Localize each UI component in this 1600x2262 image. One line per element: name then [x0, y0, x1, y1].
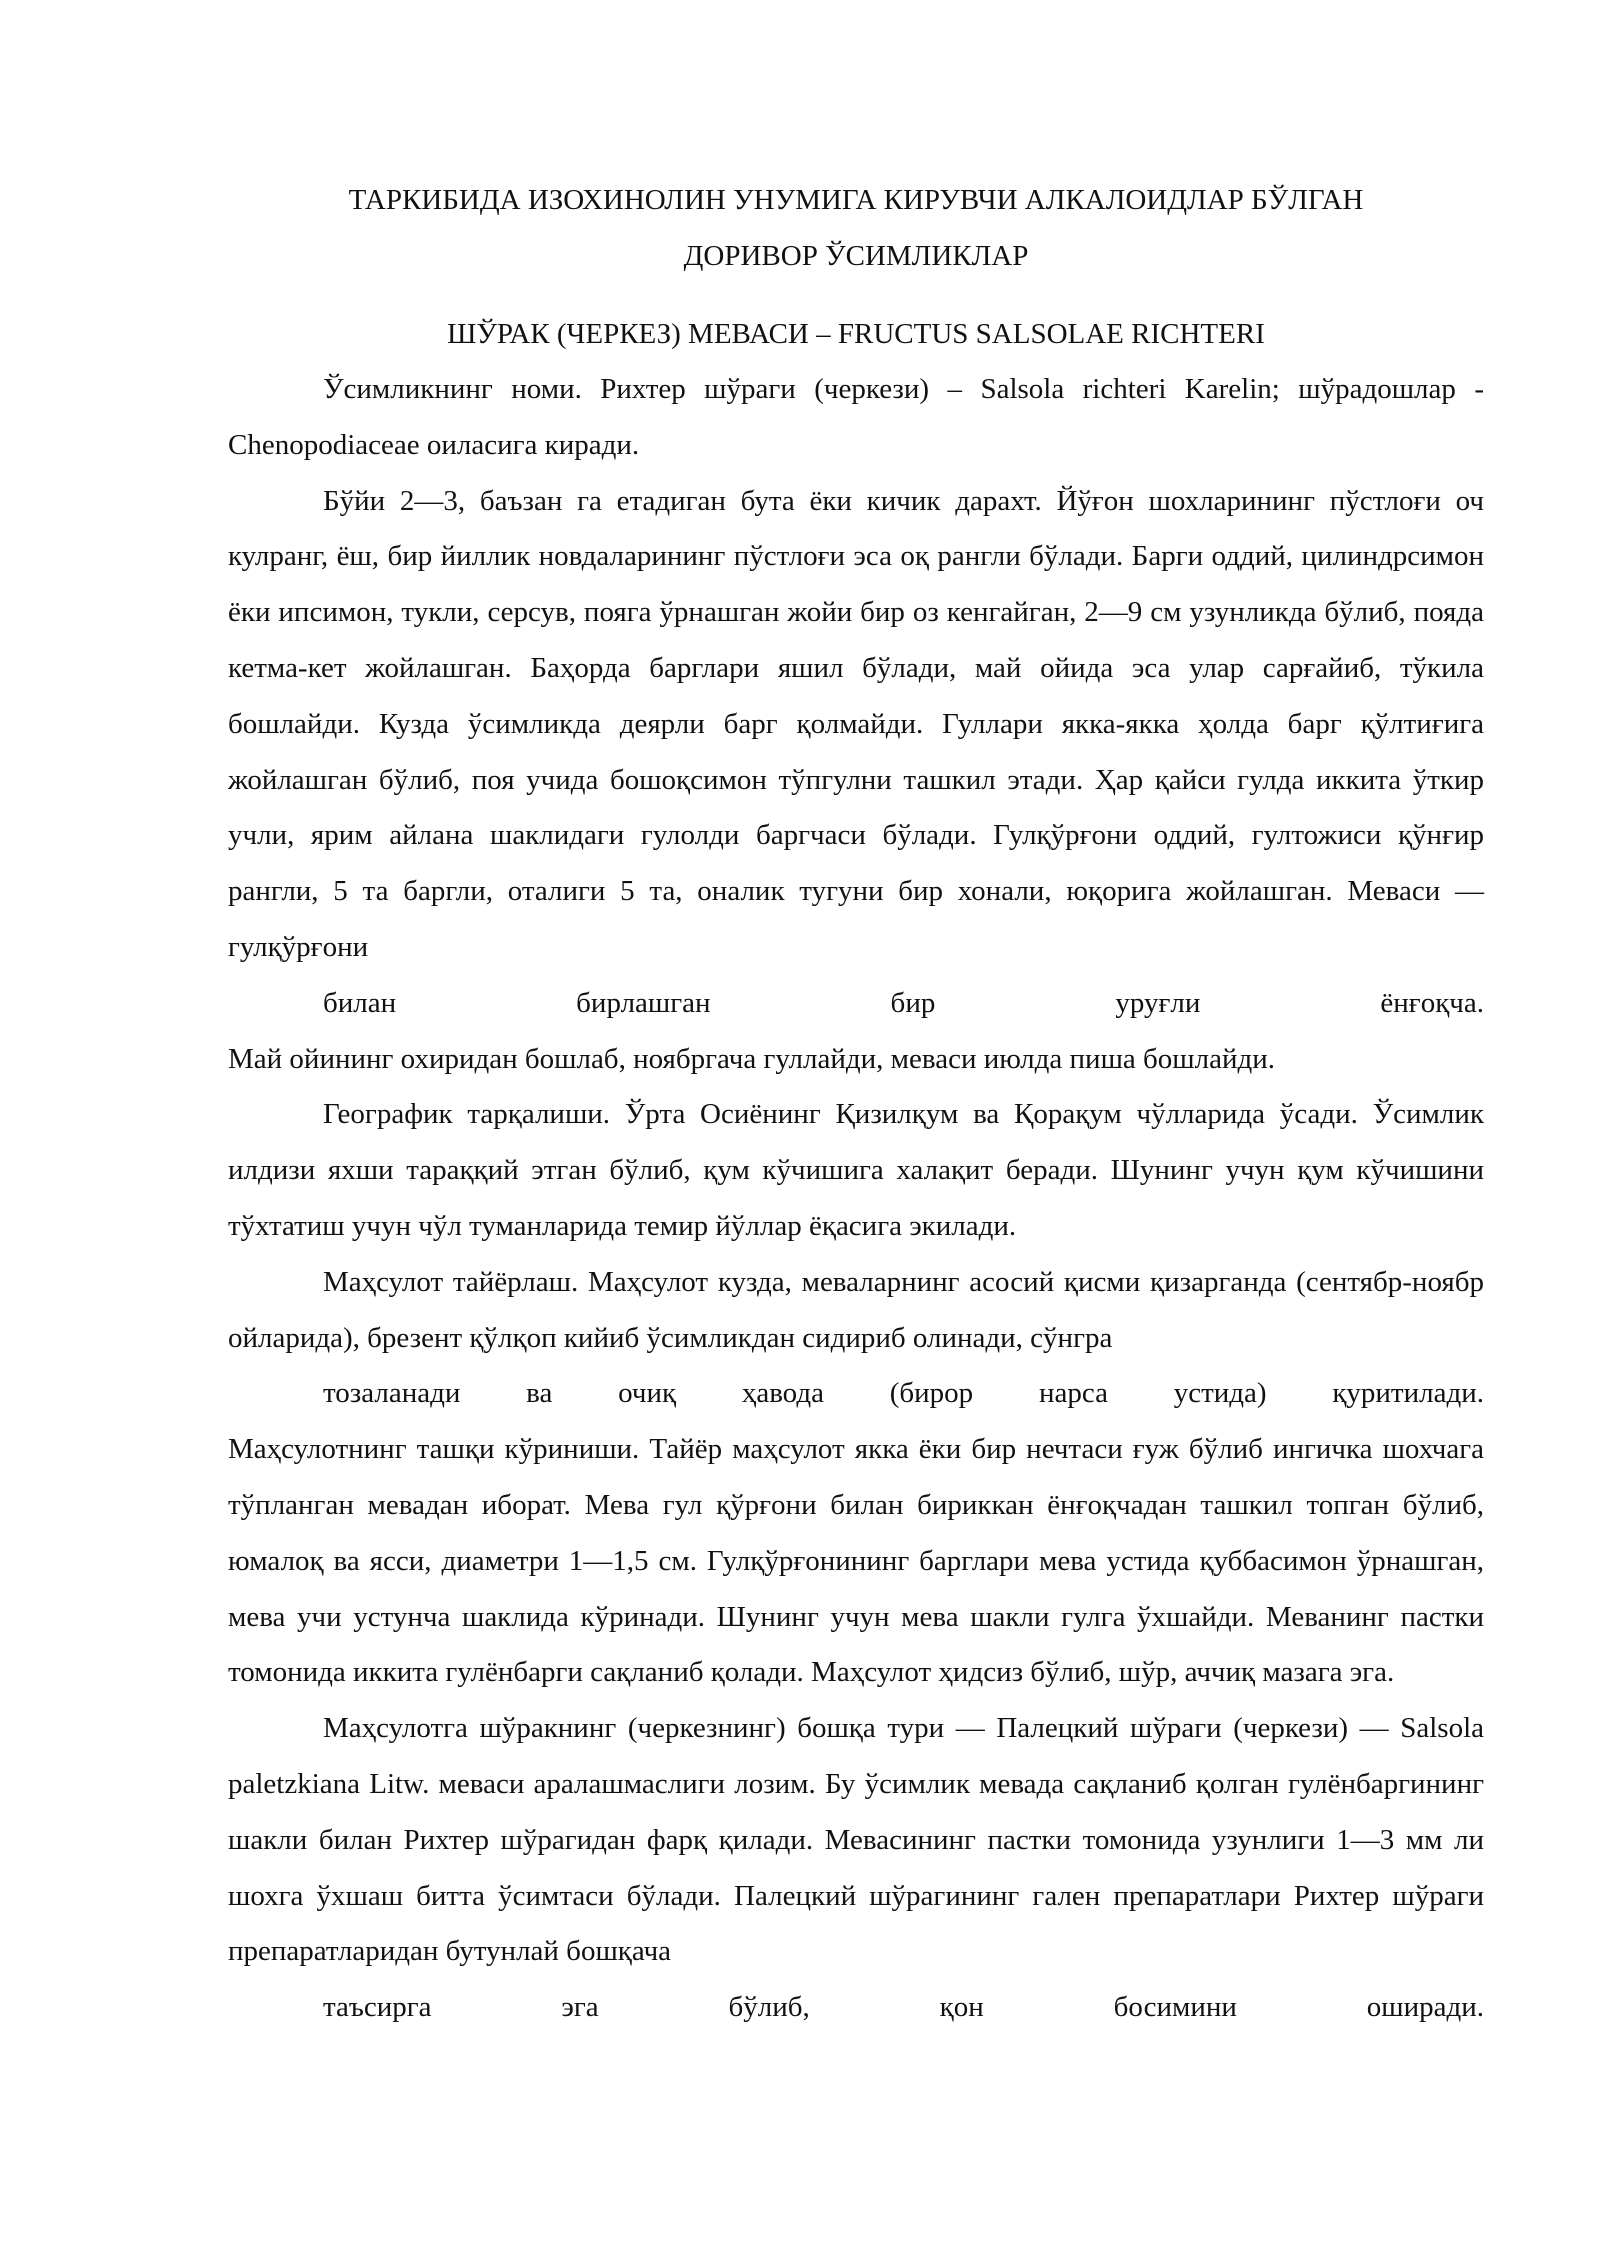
paragraph-description [228, 474, 1484, 1088]
description-justified-line: билан бирлашган бир уруғли ёнғоқча. [323, 986, 1484, 1019]
description-text: Бўйи 2—3, баъзан га етадиган бута ёки кичик дарахт. Йўғон шохларининг пўстлоғи оч кулранг, ёш, бир йиллик новдаларининг пўстлоғи эса оқ рангли бўлади. Барги оддий, цилиндрсимон ёки ипсимон, тукли, серсув, пояга ўрнашган жойи бир оз кенгайган, 2—9 см узунликда бўлиб, пояда кетма-кет жойлашган. Баҳорда барглари яшил бўлади, май ойида эса улар сарғайиб, тўкила бошлайди. Кузда ўсимликда деярли барг қолмайди. Гуллари якка-якка ҳолда барг қўлтиғига жойлашган бўлиб, поя учида бошоқсимон тўпгулни ташкил этади. Ҳар қайси гулда иккита ўткир учли, ярим айлана шаклидаги гулолди баргчаси бўлади. Гулқўрғони оддий, гултожиси қўнғир рангли, 5 та баргли, оталиги 5 та, оналик тугуни бир хонали, юқорига жойлашган. Меваси — гулқўрғони [228, 484, 1484, 963]
paragraph-geography: Географик тарқалиши. Ўрта Осиёнинг Қизилқум ва Қорақум чўлларида ўсади. Ўсимлик илдизи яхши тараққий этган бўлиб, қум кўчишига халақит беради. Шунинг учун қум кўчишини тўхтатиш учун чўл туманларида темир йўллар ёқасига экилади. [228, 1098, 1484, 1242]
paragraph-harvesting [228, 1255, 1484, 1701]
paragraph-adulterant [228, 1701, 1484, 2036]
appearance-text: Маҳсулотнинг ташқи кўриниши. Тайёр маҳсулот якка ёки бир нечтаси ғуж бўлиб ингичка шохчага тўпланган мевадан иборат. Мева гул қўрғони билан бириккан ёнғоқчадан ташкил топган бўлиб, юмалоқ ва ясси, диаметри 1—1,5 см. Гулқўрғонининг барглари мева устида қуббасимон ўрнашган, мева учи устунча шаклида кўринади. Шунинг учун мева шакли гулга ўхшайди. Меванинг пастки томонида иккита гулёнбарги сақланиб қолади. Маҳсулот ҳидсиз бўлиб, шўр, аччиқ мазага эга. [228, 1433, 1484, 1689]
description-tail: Май ойининг охиридан бошлаб, ноябргача гуллайди, меваси июлда пиша бошлайди. [228, 1042, 1275, 1075]
adulterant-justified-line: таъсирга эга бўлиб, қон босимини оширади. [323, 1991, 1484, 2024]
title-line-1: ТАРКИБИДА ИЗОХИНОЛИН УНУМИГА КИРУВЧИ АЛКАЛОИДЛАР БЎЛГАН [348, 184, 1364, 216]
paragraph-plant-name: Ўсимликнинг номи. Рихтер шўраги (черкези) – Salsola richteri Karelin; шўрадошлар - Chenopodiaceae оиласига киради. [228, 373, 1484, 461]
section-heading: ШЎРАК (ЧЕРКЕЗ) МЕВАСИ – FRUCTUS SALSOLAE RICHTERI [447, 318, 1265, 350]
adulterant-text: Маҳсулотга шўракнинг (черкезнинг) бошқа тури — Палецкий шўраги (черкези) — Salsola paletzkiana Litw. меваси аралашмаслиги лозим. Бу ўсимлик мевада сақланиб қолган гулёнбаргининг шакли билан Рихтер шўрагидан фарқ қилади. Мевасининг пастки томонида узунлиги 1—3 мм ли шохга ўхшаш битта ўсимтаси бўлади. Палецкий шўрагининг гален препаратлари Рихтер шўраги препаратларидан бутунлай бошқача [228, 1712, 1484, 1968]
harvesting-justified-line: тозаланади ва очиқ ҳавода (бирор нарса устида) қуритилади. [323, 1377, 1484, 1410]
harvesting-text: Маҳсулот тайёрлаш. Маҳсулот кузда, меваларнинг асосий қисми қизарганда (сентябр-ноябр ойларида), брезент қўлқоп кийиб ўсимликдан сидириб олинади, сўнгра [228, 1265, 1484, 1354]
document-body [228, 172, 1484, 2036]
title-line-2: ДОРИВОР ЎСИМЛИКЛАР [683, 240, 1029, 272]
document-title [228, 172, 1484, 284]
